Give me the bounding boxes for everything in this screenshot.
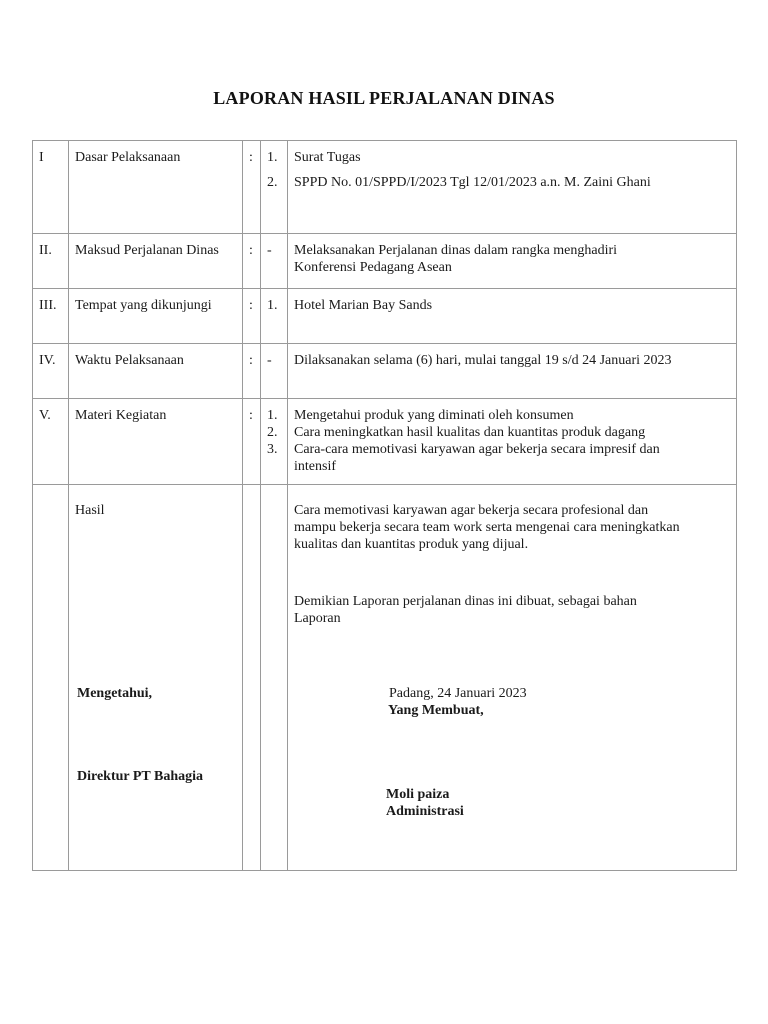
colon: :: [249, 408, 253, 423]
item-text: Surat Tugas: [294, 150, 361, 165]
colon: :: [249, 243, 253, 258]
item-text: Cara-cara memotivasi karyawan agar bekerja secara impresif dan: [294, 442, 660, 457]
table-row: [33, 485, 737, 871]
colon: :: [249, 150, 253, 165]
hasil-line: mampu bekerja secara team work serta mengenai cara meningkatkan: [294, 520, 680, 535]
hasil-label: Hasil: [75, 503, 105, 518]
signer-role: Administrasi: [386, 804, 464, 819]
row-number: III.: [39, 298, 57, 313]
item-index: -: [267, 353, 272, 368]
table-row: [33, 234, 737, 289]
table-row: [33, 289, 737, 344]
hasil-line: kualitas dan kuantitas produk yang dijual.: [294, 537, 529, 552]
row-number: I: [39, 150, 44, 165]
closing-statement: Laporan: [294, 611, 341, 626]
content-line: Konferensi Pedagang Asean: [294, 260, 452, 275]
item-index: 3.: [267, 442, 278, 457]
table-row: [33, 399, 737, 485]
closing-statement: Demikian Laporan perjalanan dinas ini dibuat, sebagai bahan: [294, 594, 637, 609]
page-title: LAPORAN HASIL PERJALANAN DINAS: [213, 88, 555, 108]
content-line: Melaksanakan Perjalanan dinas dalam rangka menghadiri: [294, 243, 618, 258]
row-label: Waktu Pelaksanaan: [75, 353, 184, 368]
left-signature-heading: Mengetahui,: [77, 686, 153, 701]
row-number: II.: [39, 243, 52, 258]
report-table: [32, 140, 737, 871]
table-row: [33, 141, 737, 234]
right-signature-heading: Yang Membuat,: [388, 703, 484, 718]
item-index: 1.: [267, 298, 278, 313]
colon: :: [249, 353, 253, 368]
row-label: Dasar Pelaksanaan: [75, 150, 181, 165]
colon: :: [249, 298, 253, 313]
item-text: Cara meningkatkan hasil kualitas dan kuantitas produk dagang: [294, 425, 646, 440]
item-text: Mengetahui produk yang diminati oleh konsumen: [294, 408, 574, 423]
item-index: 2.: [267, 175, 278, 190]
item-index: 1.: [267, 408, 278, 423]
content-text: Dilaksanakan selama (6) hari, mulai tanggal 19 s/d 24 Januari 2023: [294, 353, 672, 368]
table-row: [33, 344, 737, 399]
row-label: Materi Kegiatan: [75, 408, 167, 423]
row-label: Maksud Perjalanan Dinas: [75, 243, 219, 258]
left-signature-title: Direktur PT Bahagia: [77, 769, 204, 784]
content-text: Hotel Marian Bay Sands: [294, 298, 433, 313]
row-label: Tempat yang dikunjungi: [75, 298, 212, 313]
row-number: IV.: [39, 353, 56, 368]
signer-name: Moli paiza: [386, 787, 450, 802]
item-text-continuation: intensif: [294, 459, 336, 474]
place-date: Padang, 24 Januari 2023: [389, 686, 527, 701]
item-index: 2.: [267, 425, 278, 440]
hasil-line: Cara memotivasi karyawan agar bekerja secara profesional dan: [294, 503, 649, 518]
item-text: SPPD No. 01/SPPD/I/2023 Tgl 12/01/2023 a.n. M. Zaini Ghani: [294, 175, 651, 190]
item-index: 1.: [267, 150, 278, 165]
row-number: V.: [39, 408, 51, 423]
item-index: -: [267, 243, 272, 258]
